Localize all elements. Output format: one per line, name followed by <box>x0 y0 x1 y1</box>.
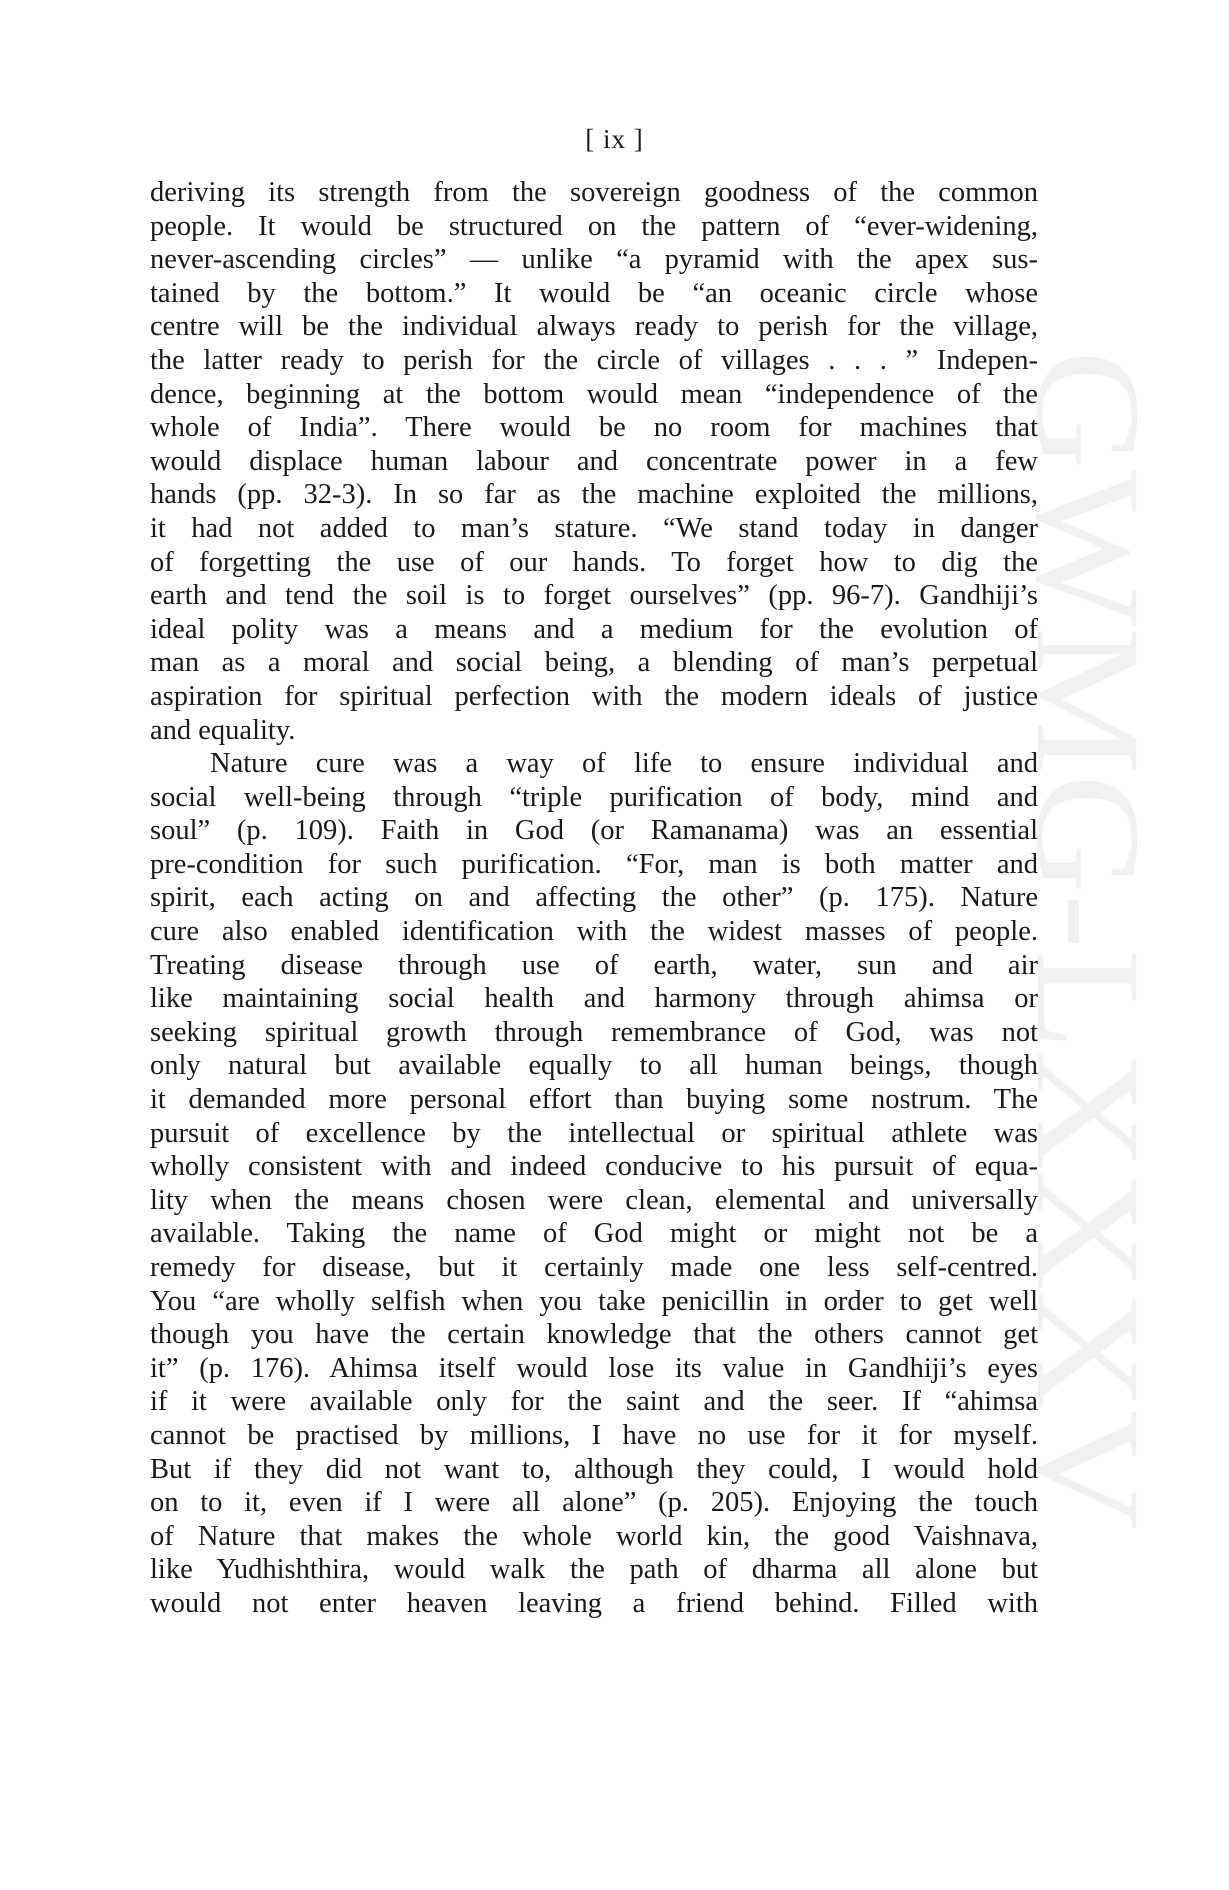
text-line: cure also enabled identification with the widest masses of people. <box>150 916 1038 948</box>
page-number: [ ix ] <box>585 124 644 154</box>
text-line: like maintaining social health and harmony through ahimsa or <box>150 983 1038 1015</box>
body-text <box>150 176 1038 1621</box>
text-line: pre-condition for such purification. “For, man is both matter and <box>150 848 1038 880</box>
text-line: Treating disease through use of earth, water, sun and air <box>150 949 1038 981</box>
text-line: dence, beginning at the bottom would mean “independence of the <box>150 378 1038 410</box>
text-line: it” (p. 176). Ahimsa itself would lose its value in Gandhiji’s eyes <box>150 1352 1038 1384</box>
text-line: spirit, each acting on and affecting the other” (p. 175). Nature <box>150 882 1038 914</box>
text-line: it demanded more personal effort than buying some nostrum. The <box>150 1084 1038 1116</box>
text-line: deriving its strength from the sovereign goodness of the common <box>150 177 1038 208</box>
text-line: the latter ready to perish for the circle of villages . . . ” Indepen- <box>150 344 1038 376</box>
text-line: though you have the certain knowledge that the others cannot get <box>150 1319 1038 1351</box>
text-line: like Yudhishthira, would walk the path of dharma all alone but <box>150 1554 1038 1586</box>
text-line: pursuit of excellence by the intellectual or spiritual athlete was <box>150 1117 1038 1149</box>
text-line: seeking spiritual growth through remembrance of God, was not <box>150 1016 1038 1048</box>
text-line: hands (pp. 32-3). In so far as the machine exploited the millions, <box>150 479 1038 511</box>
text-line: it had not added to man’s stature. “We stand today in danger <box>150 512 1038 544</box>
text-line: earth and tend the soil is to forget ourselves” (pp. 96-7). Gandhiji’s <box>150 580 1038 612</box>
text-line: ideal polity was a means and a medium for the evolution of <box>150 613 1038 645</box>
text-line: remedy for disease, but it certainly made one less self-centred. <box>150 1252 1038 1283</box>
text-line: on to it, even if I were all alone” (p. 205). Enjoying the touch <box>150 1487 1038 1519</box>
text-line: But if they did not want to, although they could, I would hold <box>150 1453 1038 1485</box>
text-line: wholly consistent with and indeed conducive to his pursuit of equa- <box>150 1151 1038 1183</box>
text-line: if it were available only for the saint and the seer. If “ahimsa <box>150 1386 1038 1418</box>
text-line: man as a moral and social being, a blending of man’s perpetual <box>150 647 1038 679</box>
text-line: tained by the bottom.” It would be “an oceanic circle whose <box>150 277 1038 309</box>
text-line: of forgetting the use of our hands. To forget how to dig the <box>150 546 1038 578</box>
text-line: would not enter heaven leaving a friend behind. Filled with <box>150 1587 1038 1619</box>
text-line: never-ascending circles” — unlike “a pyramid with the apex sus- <box>150 244 1038 276</box>
text-line: cannot be practised by millions, I have no use for it for myself. <box>150 1419 1038 1451</box>
text-line: centre will be the individual always ready to perish for the village, <box>150 311 1038 343</box>
text-line: Nature cure was a way of life to ensure individual and <box>210 748 1038 780</box>
text-line: available. Taking the name of God might or might not be a <box>150 1218 1038 1250</box>
text-line: You “are wholly selfish when you take penicillin in order to get well <box>150 1285 1038 1317</box>
text-line: people. It would be structured on the pattern of “ever-widening, <box>150 210 1038 242</box>
text-line: aspiration for spiritual perfection with the modern ideals of justice <box>150 680 1038 712</box>
text-line: of Nature that makes the whole world kin, the good Vaishnava, <box>150 1520 1038 1552</box>
text-line: soul” (p. 109). Faith in God (or Ramanama) was an essential <box>150 815 1038 847</box>
text-line: only natural but available equally to all human beings, though <box>150 1050 1038 1082</box>
text-line: social well-being through “triple purification of body, mind and <box>150 781 1038 813</box>
text-line: lity when the means chosen were clean, elemental and universally <box>150 1184 1038 1216</box>
text-line: and equality. <box>150 714 296 746</box>
watermark-text: GWMG-LXXXV <box>1005 350 1171 1417</box>
text-line: would displace human labour and concentrate power in a few <box>150 445 1038 477</box>
text-line: whole of India”. There would be no room for machines that <box>150 412 1038 444</box>
